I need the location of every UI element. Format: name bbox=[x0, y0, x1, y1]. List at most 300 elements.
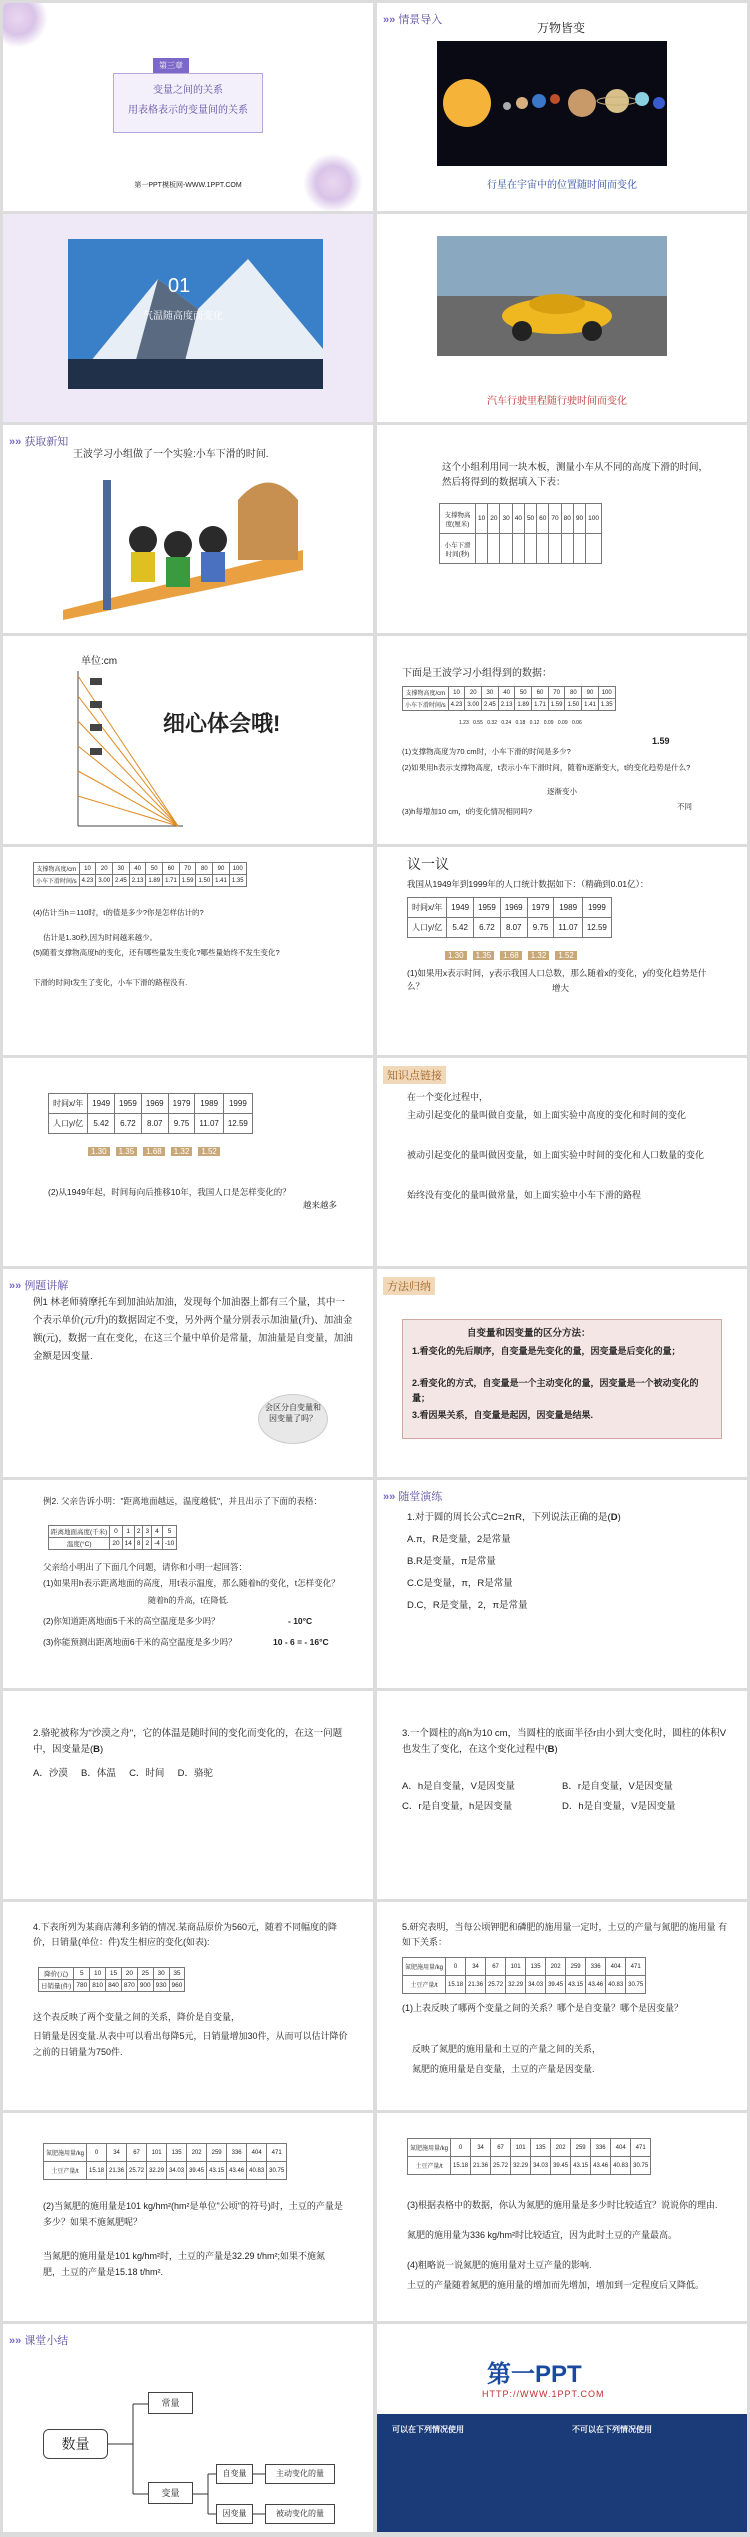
height-cell: 60 bbox=[532, 687, 549, 699]
n-cell: 34 bbox=[466, 1958, 486, 1976]
question-text: 4.下表所列为某商店薄利多销的情况.某商品原价为560元，随着不同幅度的降价，日销量(单位：件)发生相应的变化(如表): bbox=[33, 1922, 338, 1947]
answer-line-2: 氮肥的施用量是自变量，土豆的产量是因变量. bbox=[412, 2064, 595, 2074]
height-cell: 70 bbox=[548, 687, 565, 699]
question-1: (1)支撑物高度为70 cm时，小车下滑的时间是多少? bbox=[402, 747, 571, 756]
slide-knowledge bbox=[377, 1058, 747, 1266]
answer-5: 下滑的时间t发生了变化，小车下滑的路程没有. bbox=[33, 978, 188, 987]
height-cell: 10 bbox=[476, 504, 488, 534]
slide-heading: 万物皆变 bbox=[537, 21, 586, 35]
time-cell: 1.50 bbox=[565, 699, 582, 711]
question-close: ) bbox=[554, 1744, 558, 1755]
pop-cell: 5.42 bbox=[447, 918, 474, 938]
n-cell: 259 bbox=[207, 2144, 227, 2162]
header-cell: 支撑物高度(厘米) bbox=[440, 504, 476, 534]
answer-letter: D bbox=[610, 1512, 618, 1523]
heading-forbidden: 不可以在下列情况使用 bbox=[572, 2425, 652, 2434]
n-cell: 67 bbox=[486, 1958, 506, 1976]
pop-cell: 8.07 bbox=[141, 1114, 168, 1134]
slide-car bbox=[377, 214, 747, 422]
pop-cell: 11.07 bbox=[554, 918, 582, 938]
n-cell: 404 bbox=[247, 2144, 267, 2162]
time-cell: 2.13 bbox=[129, 875, 146, 887]
slide-practice-5b bbox=[3, 2113, 373, 2321]
year-cell: 1969 bbox=[500, 898, 527, 918]
n-cell: 0 bbox=[451, 2139, 471, 2157]
sales-cell: 840 bbox=[106, 1980, 122, 1992]
diff-value: 0.55 bbox=[473, 720, 483, 726]
header-cell: 氮肥施用量/kg bbox=[44, 2144, 87, 2162]
image-caption: 行星在宇宙中的位置随时间而变化 bbox=[487, 180, 637, 191]
section-tag: »» 情景导入 bbox=[383, 14, 443, 26]
n-cell: 336 bbox=[591, 2139, 611, 2157]
price-cell: 20 bbox=[121, 1968, 137, 1980]
n-cell: 336 bbox=[586, 1958, 606, 1976]
time-cell: 4.23 bbox=[79, 875, 96, 887]
diff-value: 0.32 bbox=[487, 720, 497, 726]
answer-2: 当氮肥的施用量是101 kg/hm²时，土豆的产量是32.29 t/hm²;如果不施氮肥，土豆的产量是15.18 t/hm². bbox=[43, 2251, 326, 2277]
price-cell: 5 bbox=[74, 1968, 90, 1980]
pop-cell: 5.42 bbox=[88, 1114, 115, 1134]
bubble-text: 会区分自变量和因变量了吗？ bbox=[265, 1403, 321, 1423]
y-cell: 40.83 bbox=[606, 1976, 626, 1994]
exclaim-text: 细心体会哦! bbox=[163, 711, 281, 736]
question-2: (2)如果用h表示支撑物高度，t表示小车下滑时间，随着h逐渐变大，t的变化趋势是什么? bbox=[402, 763, 691, 772]
y-cell: 43.46 bbox=[586, 1976, 606, 1994]
y-cell: 40.83 bbox=[247, 2162, 267, 2180]
fertilizer-table bbox=[407, 2138, 651, 2175]
slide-graph-think bbox=[3, 636, 373, 844]
slide-example-1 bbox=[3, 1269, 373, 1477]
slide-practice-5c bbox=[377, 2113, 747, 2321]
question-close: ) bbox=[100, 1744, 104, 1755]
option-b: B．r是自变量，V是因变量 bbox=[562, 1781, 673, 1792]
height-cell: 80 bbox=[565, 687, 582, 699]
data-table bbox=[33, 862, 247, 887]
section-tag: »» 课堂小结 bbox=[9, 2335, 69, 2347]
n-cell: 259 bbox=[571, 2139, 591, 2157]
time-cell: 3.00 bbox=[96, 875, 113, 887]
question-text: 5.研究表明，当每公顷钾肥和磷肥的施用量一定时，土豆的产量与氮肥的施用量 有如下关系： bbox=[402, 1922, 728, 1947]
data-table bbox=[402, 686, 616, 711]
y-cell: 39.45 bbox=[546, 1976, 566, 1994]
header-cell: 距离地面高度(千米) bbox=[49, 1526, 110, 1538]
flower-decoration bbox=[303, 153, 363, 211]
time-cell: 1.59 bbox=[548, 699, 565, 711]
price-cell: 35 bbox=[169, 1968, 185, 1980]
year-cell: 1979 bbox=[168, 1094, 195, 1114]
solar-system-image bbox=[437, 41, 667, 166]
question-3: (3)h每增加10 cm，t的变化情况相同吗? bbox=[402, 807, 533, 816]
line-1: 在一个变化过程中， bbox=[407, 1092, 489, 1102]
intro-text: 这个小组利用同一块木板，测量小车从不同的高度下滑的时间，然后将得到的数据填入下表： bbox=[442, 462, 709, 488]
year-cell: 1949 bbox=[447, 898, 474, 918]
answer-3: 氮肥的施用量为336 kg/hm²时比较适宜，因为此时土豆的产量最高。 bbox=[407, 2230, 678, 2240]
slide-title bbox=[3, 3, 373, 211]
question-2: (2)你知道距离地面5千米的高空温度是多少吗？ bbox=[43, 1616, 220, 1626]
y-cell: 32.29 bbox=[511, 2157, 531, 2175]
price-cell: 25 bbox=[137, 1968, 153, 1980]
height-cell: 60 bbox=[163, 863, 180, 875]
answer-line-1: 这个表反映了两个变量之间的关系，降价是自变量， bbox=[33, 2012, 241, 2022]
answer-letter: B bbox=[547, 1744, 555, 1755]
section-text: 气温随高度而变化 bbox=[143, 311, 223, 322]
section-tag: 知识点链接 bbox=[383, 1066, 446, 1084]
diff-box: 1.68 bbox=[500, 951, 522, 960]
flower-decoration bbox=[3, 3, 48, 48]
year-cell: 1999 bbox=[582, 898, 611, 918]
temp-cell: 20 bbox=[110, 1538, 122, 1550]
time-cell: 2.45 bbox=[482, 699, 499, 711]
height-cell: 80 bbox=[561, 504, 573, 534]
node-active: 主动变化的量 bbox=[265, 2464, 335, 2484]
header-cell: 人口y/亿 bbox=[408, 918, 447, 938]
n-cell: 202 bbox=[551, 2139, 571, 2157]
section-number: 01 bbox=[168, 275, 191, 297]
temp-table bbox=[48, 1525, 177, 1550]
value-1-59: 1.59 bbox=[652, 736, 670, 746]
y-cell: 21.36 bbox=[471, 2157, 491, 2175]
y-cell: 34.03 bbox=[526, 1976, 546, 1994]
diff-box: 1.35 bbox=[473, 951, 495, 960]
line-4: 始终没有变化的量叫做常量，如上面实验中小车下滑的路程 bbox=[407, 1190, 642, 1200]
n-cell: 135 bbox=[531, 2139, 551, 2157]
node-constant: 常量 bbox=[148, 2392, 193, 2414]
slide-population bbox=[377, 847, 747, 1055]
diff-box: 1.30 bbox=[445, 951, 467, 960]
header-cell: 土豆产量/t bbox=[44, 2162, 87, 2180]
option-d: D．h是自变量，V是因变量 bbox=[562, 1801, 676, 1812]
price-cell: 30 bbox=[153, 1968, 169, 1980]
height-cell: 70 bbox=[179, 863, 196, 875]
section-tag: »» 随堂演练 bbox=[383, 1491, 443, 1503]
question-1: (1)如果用x表示时间，y表示我国人口总数，那么随着x的变化，y的变化趋势是什么？ bbox=[407, 968, 707, 991]
n-cell: 101 bbox=[147, 2144, 167, 2162]
height-cell: 90 bbox=[573, 504, 585, 534]
header-cell: 支撑物高度/cm bbox=[34, 863, 80, 875]
question-2: (2)从1949年起，时间每向后推移10年，我国人口是怎样变化的？ bbox=[48, 1187, 291, 1197]
y-cell: 39.45 bbox=[187, 2162, 207, 2180]
time-cell: 1.41 bbox=[213, 875, 230, 887]
chapter-badge: 第三章 bbox=[153, 58, 189, 73]
n-cell: 202 bbox=[187, 2144, 207, 2162]
slide-practice-1 bbox=[377, 1480, 747, 1688]
answer-2: - 10°C bbox=[288, 1616, 313, 1626]
height-cell: 20 bbox=[96, 863, 113, 875]
diff-box: 1.30 bbox=[88, 1147, 110, 1156]
pop-cell: 9.75 bbox=[168, 1114, 195, 1134]
fertilizer-table bbox=[43, 2143, 287, 2180]
question-text bbox=[402, 1726, 732, 1758]
year-cell: 1989 bbox=[195, 1094, 223, 1114]
height-cell: 100 bbox=[586, 504, 602, 534]
option-b: B.R是变量，π是常量 bbox=[407, 1556, 496, 1567]
question-4: (4)估计当h＝110时，t的值是多少?你是怎样估计的? bbox=[33, 908, 204, 917]
students-illustration bbox=[63, 470, 303, 620]
node-quantity: 数量 bbox=[43, 2429, 108, 2459]
n-cell: 404 bbox=[611, 2139, 631, 2157]
time-cell: 1.71 bbox=[163, 875, 180, 887]
pop-cell: 11.07 bbox=[195, 1114, 223, 1134]
height-cell: 50 bbox=[524, 504, 536, 534]
option-d: D.C，R是变量，2，π是常量 bbox=[407, 1600, 528, 1611]
n-cell: 67 bbox=[127, 2144, 147, 2162]
slide-table-empty bbox=[377, 425, 747, 633]
time-cell: 1.89 bbox=[515, 699, 532, 711]
answer-3: 不同 bbox=[677, 802, 692, 811]
answer-1: 随着h的升高，t在降低. bbox=[148, 1596, 229, 1605]
node-dependent: 因变量 bbox=[216, 2504, 253, 2524]
n-cell: 67 bbox=[491, 2139, 511, 2157]
line-3: 被动引起变化的量叫做因变量，如上面实验中时间的变化和人口数量的变化 bbox=[407, 1150, 705, 1160]
question-text bbox=[33, 1726, 353, 1758]
y-cell: 25.72 bbox=[486, 1976, 506, 1994]
options: A．沙漠 B．体温 C．时间 D．骆驼 bbox=[33, 1768, 213, 1779]
time-cell: 1.41 bbox=[582, 699, 599, 711]
y-cell: 15.18 bbox=[446, 1976, 466, 1994]
header-cell: 降价(元) bbox=[39, 1968, 74, 1980]
question-1: (1)上表反映了哪两个变量之间的关系？哪个是自变量？哪个是因变量？ bbox=[402, 2003, 684, 2013]
height-cell: 20 bbox=[488, 504, 500, 534]
header-cell: 土豆产量/t bbox=[408, 2157, 451, 2175]
sales-cell: 780 bbox=[74, 1980, 90, 1992]
y-cell: 43.15 bbox=[571, 2157, 591, 2175]
method-title: 自变量和因变量的区分方法： bbox=[467, 1328, 591, 1339]
height-cell: 40 bbox=[129, 863, 146, 875]
section-tag: 方法归纳 bbox=[383, 1277, 435, 1295]
n-cell: 471 bbox=[631, 2139, 651, 2157]
height-cell: 3 bbox=[143, 1526, 152, 1538]
sales-cell: 810 bbox=[90, 1980, 106, 1992]
diff-value: 0.12 bbox=[529, 720, 540, 726]
n-cell: 0 bbox=[87, 2144, 107, 2162]
title-line-2: 用表格表示的变量间的关系 bbox=[128, 105, 248, 116]
diff-box: 1.35 bbox=[116, 1147, 138, 1156]
price-table bbox=[38, 1967, 185, 1992]
question-4: (4)粗略说一说氮肥的施用量对土豆产量的影响. bbox=[407, 2260, 592, 2270]
slide-practice-2 bbox=[3, 1691, 373, 1899]
time-cell: 1.35 bbox=[229, 875, 246, 887]
header-cell: 日销量(件) bbox=[39, 1980, 74, 1992]
y-cell: 34.03 bbox=[531, 2157, 551, 2175]
height-cell: 80 bbox=[196, 863, 213, 875]
pop-cell: 6.72 bbox=[115, 1114, 142, 1134]
year-cell: 1999 bbox=[223, 1094, 252, 1114]
time-cell: 4.23 bbox=[448, 699, 465, 711]
y-cell: 21.36 bbox=[466, 1976, 486, 1994]
diff-box: 1.32 bbox=[171, 1147, 193, 1156]
diff-value: 0.24 bbox=[501, 720, 512, 726]
height-cell: 70 bbox=[549, 504, 561, 534]
question-stem: 1.对于圆的周长公式C=2πR，下列说法正确的是( bbox=[407, 1512, 611, 1523]
y-cell: 21.36 bbox=[107, 2162, 127, 2180]
intro-text: 下面是王波学习小组得到的数据： bbox=[402, 668, 552, 679]
line-2: 主动引起变化的量叫做自变量，如上面实验中高度的变化和时间的变化 bbox=[407, 1110, 687, 1120]
temp-cell: -10 bbox=[162, 1538, 176, 1550]
height-cell: 30 bbox=[113, 863, 130, 875]
answer-2: 逐渐变小 bbox=[547, 787, 577, 796]
n-cell: 34 bbox=[471, 2139, 491, 2157]
n-cell: 135 bbox=[167, 2144, 187, 2162]
discuss-heading: 议一议 bbox=[407, 856, 449, 872]
time-cell: 1.35 bbox=[598, 699, 615, 711]
header-cell: 氮肥施用量/kg bbox=[403, 1958, 446, 1976]
height-cell: 90 bbox=[582, 687, 599, 699]
answer-letter: B bbox=[93, 1744, 101, 1755]
experiment-text: 王波学习小组做了一个实验:小车下滑的时间. bbox=[73, 449, 269, 460]
section-tag: »» 获取新知 bbox=[9, 436, 69, 448]
header-cell: 小车下滑时间(秒) bbox=[440, 534, 476, 564]
time-cell: 3.00 bbox=[465, 699, 482, 711]
n-cell: 0 bbox=[446, 1958, 466, 1976]
y-cell: 40.83 bbox=[611, 2157, 631, 2175]
height-cell: 90 bbox=[213, 863, 230, 875]
answer-1: 增大 bbox=[552, 983, 570, 993]
n-cell: 34 bbox=[107, 2144, 127, 2162]
header-cell: 人口y/亿 bbox=[49, 1114, 88, 1134]
height-cell: 10 bbox=[79, 863, 96, 875]
diff-row bbox=[459, 720, 582, 726]
question-1: (1)如果用h表示距离地面的高度，用t表示温度，那么随着h的变化，t怎样变化？ bbox=[43, 1578, 340, 1588]
slide-method bbox=[377, 1269, 747, 1477]
n-cell: 404 bbox=[606, 1958, 626, 1976]
question-text bbox=[407, 1510, 621, 1525]
time-cell: 2.45 bbox=[113, 875, 130, 887]
y-cell: 32.29 bbox=[147, 2162, 167, 2180]
time-cell: 1.59 bbox=[179, 875, 196, 887]
section-tag: »» 例题讲解 bbox=[9, 1280, 69, 1292]
height-cell: 1 bbox=[122, 1526, 134, 1538]
example-text: 例1 林老师骑摩托车到加油站加油，发现每个加油器上都有三个量，其中一个表示单价(元/升)的数据固定不变，另外两个量分别表示加油量(升)、加油金额(元)，数据一直在变化，在这三个量中单价是常量，加油量是自变量，加油金额是因变量. bbox=[33, 1297, 353, 1362]
header-cell: 小车下滑时间/s bbox=[34, 875, 80, 887]
answer-4: 土豆的产量随着氮肥的施用量的增加而先增加，增加到一定程度后又降低。 bbox=[407, 2280, 705, 2290]
logo-text: 第一PPT bbox=[487, 2361, 582, 2388]
fertilizer-table bbox=[402, 1957, 646, 1994]
title-line-1: 变量之间的关系 bbox=[153, 85, 223, 96]
slide-estimate bbox=[3, 847, 373, 1055]
slide-population-2 bbox=[3, 1058, 373, 1266]
time-cell: 1.71 bbox=[532, 699, 549, 711]
time-cell: 1.50 bbox=[196, 875, 213, 887]
answer-line-1: 反映了氮肥的施用量和土豆的产量之间的关系， bbox=[412, 2044, 602, 2054]
time-cell: 1.89 bbox=[146, 875, 163, 887]
option-c: C．r是自变量，h是因变量 bbox=[402, 1801, 513, 1812]
header-cell: 时间x/年 bbox=[49, 1094, 88, 1114]
year-cell: 1959 bbox=[474, 898, 501, 918]
height-cell: 2 bbox=[134, 1526, 143, 1538]
y-cell: 30.75 bbox=[626, 1976, 646, 1994]
header-cell: 时间x/年 bbox=[408, 898, 447, 918]
height-cell: 30 bbox=[500, 504, 512, 534]
temp-cell: 2 bbox=[143, 1538, 152, 1550]
pop-cell: 12.59 bbox=[582, 918, 611, 938]
slide-data-questions bbox=[377, 636, 747, 844]
price-cell: 15 bbox=[106, 1968, 122, 1980]
header-cell: 温度(°C) bbox=[49, 1538, 110, 1550]
population-table bbox=[48, 1093, 253, 1134]
n-cell: 471 bbox=[267, 2144, 287, 2162]
n-cell: 259 bbox=[566, 1958, 586, 1976]
pop-cell: 8.07 bbox=[500, 918, 527, 938]
n-cell: 101 bbox=[506, 1958, 526, 1976]
height-cell: 100 bbox=[229, 863, 246, 875]
y-cell: 43.15 bbox=[566, 1976, 586, 1994]
y-cell: 43.46 bbox=[591, 2157, 611, 2175]
height-cell: 50 bbox=[146, 863, 163, 875]
diff-box: 1.52 bbox=[198, 1147, 220, 1156]
y-cell: 43.46 bbox=[227, 2162, 247, 2180]
height-cell: 10 bbox=[448, 687, 465, 699]
answer-2: 越来越多 bbox=[303, 1200, 338, 1210]
diff-value: 0.18 bbox=[515, 720, 526, 726]
height-cell: 20 bbox=[465, 687, 482, 699]
temp-cell: -4 bbox=[152, 1538, 163, 1550]
heading-allowed: 可以在下列情况使用 bbox=[392, 2425, 464, 2434]
n-cell: 135 bbox=[526, 1958, 546, 1976]
diff-box: 1.68 bbox=[143, 1147, 165, 1156]
height-cell: 40 bbox=[512, 504, 524, 534]
intro-q: 父亲给小明出了下面几个问题，请你和小明一起回答： bbox=[43, 1562, 248, 1572]
question-3: (3)你能预测出距离地面6千米的高空温度是多少吗？ bbox=[43, 1637, 237, 1647]
year-cell: 1989 bbox=[554, 898, 582, 918]
node-variable: 变量 bbox=[148, 2482, 193, 2504]
site-text: 第一PPT模板网-WWW.1PPT.COM bbox=[134, 182, 242, 189]
height-cell: 4 bbox=[152, 1526, 163, 1538]
diff-value: 0.06 bbox=[572, 720, 582, 726]
answer-3: 10 - 6 = - 16°C bbox=[273, 1637, 329, 1647]
answer-line-2: 日销量是因变量.从表中可以看出每降5元，日销量增加30件，从而可以估计降价之前的日销量为750件. bbox=[33, 2031, 348, 2057]
height-time-table bbox=[439, 503, 602, 564]
year-cell: 1949 bbox=[88, 1094, 115, 1114]
price-cell: 10 bbox=[90, 1968, 106, 1980]
answer-4: 估计是1.30秒,因为时间越来越少。 bbox=[43, 933, 158, 942]
temp-cell: 14 bbox=[122, 1538, 134, 1550]
height-cell: 5 bbox=[162, 1526, 176, 1538]
slope-graph bbox=[68, 666, 188, 836]
question-stem: 3.一个圆柱的高h为10 cm，当圆柱的底面半径r由小到大变化时，圆柱的体积V也发生了变化，在这个变化过程中( bbox=[402, 1728, 727, 1755]
y-cell: 25.72 bbox=[491, 2157, 511, 2175]
header-cell: 支撑物高度/cm bbox=[403, 687, 449, 699]
car-image bbox=[437, 236, 667, 356]
diff-box: 1.52 bbox=[555, 951, 577, 960]
question-5: (5)随着支撑物高度h的变化，还有哪些量发生变化?哪些量始终不发生变化? bbox=[33, 948, 280, 957]
height-cell: 40 bbox=[498, 687, 515, 699]
sales-cell: 930 bbox=[153, 1980, 169, 1992]
n-cell: 471 bbox=[626, 1958, 646, 1976]
question-close: ) bbox=[617, 1512, 621, 1523]
slide-example-2 bbox=[3, 1480, 373, 1688]
time-cell: 2.13 bbox=[498, 699, 515, 711]
slide-practice-4 bbox=[3, 1902, 373, 2110]
method-3: 3.看因果关系，自变量是起因，因变量是结果. bbox=[412, 1410, 594, 1420]
height-cell: 30 bbox=[482, 687, 499, 699]
header-cell: 土豆产量/t bbox=[403, 1976, 446, 1994]
question-2: (2)当氮肥的施用量是101 kg/hm²(hm²是单位"公顷"的符号)时，土豆的产量是多少？如果不施氮肥呢？ bbox=[43, 2201, 343, 2227]
node-passive: 被动变化的量 bbox=[265, 2504, 335, 2524]
method-2: 2.看变化的方式，自变量是一个主动变化的量，因变量是一个被动变化的量； bbox=[412, 1378, 699, 1403]
population-table bbox=[407, 897, 612, 938]
option-a: A.π，R是变量，2是常量 bbox=[407, 1534, 511, 1545]
slide-practice-5 bbox=[377, 1902, 747, 2110]
year-cell: 1959 bbox=[115, 1094, 142, 1114]
y-cell: 43.15 bbox=[207, 2162, 227, 2180]
method-1: 1.看变化的先后顺序，自变量是先变化的量，因变量是后变化的量； bbox=[412, 1346, 681, 1356]
diff-box: 1.32 bbox=[528, 951, 550, 960]
slide-footer-ad bbox=[377, 2324, 747, 2532]
y-cell: 25.72 bbox=[127, 2162, 147, 2180]
y-cell: 34.03 bbox=[167, 2162, 187, 2180]
height-cell: 50 bbox=[515, 687, 532, 699]
diff-value: 1.23 bbox=[459, 720, 469, 726]
